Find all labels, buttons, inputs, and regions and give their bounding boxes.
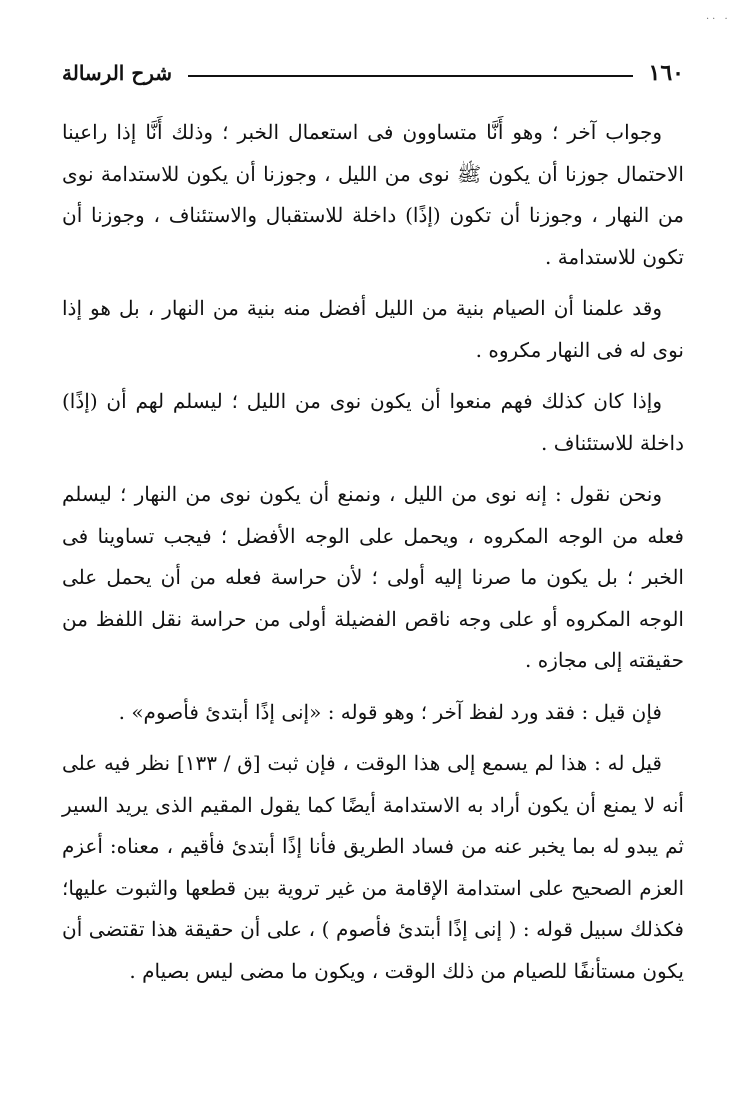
paragraph: وقد علمنا أن الصيام بنية من الليل أفضل منه بنية من النهار ، بل هو إذا نوى له فى النهار مكروه .	[62, 296, 684, 362]
paragraph: وإذا كان كذلك فهم منعوا أن يكون نوى من الليل ؛ ليسلم لهم أن (إذًا) داخلة للاستئناف .	[62, 389, 684, 455]
paragraph: قيل له : هذا لم يسمع إلى هذا الوقت ، فإن ثبت [ق / ١٣٣] نظر فيه على أنه لا يمنع أن يكون أراد به الاستدامة أيضًا كما يقول المقيم الذى يريد السير ثم يبدو له بما يخبر عنه من فساد الطريق فأنا إذًا أبتدئ فأقيم ، معناه: أعزم العزم الصحيح على استدامة الإقامة من غير تروية بين قطعها والثبوت عليها؛ فكذلك سبيل قوله : ( إنى إذًا أبتدئ فأصوم ) ، على أن حقيقة هذا تقتضى أن يكون مستأنفًا للصيام من ذلك الوقت ، ويكون ما مضى ليس بصيام .	[62, 751, 684, 983]
page-body	[62, 112, 684, 1002]
paragraph: فإن قيل : فقد ورد لفظ آخر ؛ وهو قوله : «إنى إذًا أبتدئ فأصوم» .	[118, 699, 662, 724]
paragraph: وجواب آخر ؛ وهو أَنَّا متساوون فى استعمال الخبر ؛ وذلك أَنَّا إذا راعينا الاحتمال جوزنا أن يكون ﷺ نوى من الليل ، وجوزنا أن يكون للاستدامة نوى من النهار ، وجوزنا أن تكون (إذًا) داخلة للاستقبال والاستئناف ، وجوزنا أن تكون للاستدامة .	[62, 120, 684, 269]
running-title: شرح الرسالة	[62, 61, 173, 85]
page-header	[62, 58, 684, 88]
page-number: ١٦٠	[648, 60, 684, 86]
paragraph: ونحن نقول : إنه نوى من الليل ، ونمنع أن يكون نوى من النهار ؛ ليسلم فعله من الوجه المكروه ، ويحمل على الوجه الأفضل ؛ فيجب تساوينا فى الخبر ؛ بل يكون ما صرنا إليه أولى ؛ لأن حراسة فعله من أن يحمل على الوجه المكروه أو على وجه ناقص الفضيلة أولى من حراسة نقل اللفظ من حقيقته إلى مجازه .	[62, 482, 684, 672]
header-rule	[188, 75, 633, 77]
corner-dots: ·· ·	[706, 14, 731, 25]
